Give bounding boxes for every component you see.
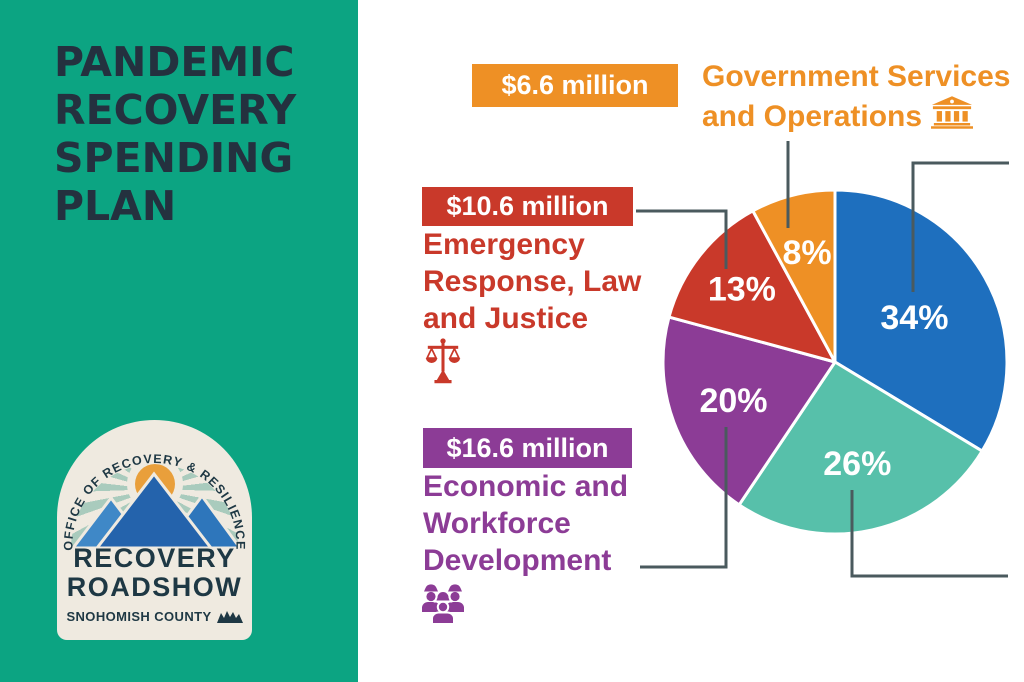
callout-government-line2: and Operations — [702, 96, 1024, 136]
people-icon — [420, 582, 466, 624]
callout-economic-line1: Economic and — [423, 470, 629, 503]
pie-label-20%: 20% — [699, 381, 768, 420]
amount-badge-economic — [423, 428, 632, 468]
callout-government-line1: Government Services — [702, 60, 1011, 93]
pie-label-26%: 26% — [823, 444, 892, 483]
page-title-line: PLAN — [54, 182, 177, 230]
callout-emergency — [423, 226, 641, 337]
amount-text: $10.6 million — [446, 191, 609, 221]
scales-icon — [424, 338, 462, 384]
badge-title-line1: RECOVERY — [73, 543, 236, 573]
callout-economic-line2: Workforce — [423, 507, 571, 540]
pie-label-34%: 34% — [880, 299, 949, 338]
amount-badge-government — [472, 64, 678, 107]
pie-label-8%: 8% — [782, 233, 832, 272]
badge-arc-text-label: OFFICE OF RECOVERY & RESILIENCE — [61, 451, 248, 551]
page-title-line: PANDEMIC — [54, 38, 295, 86]
callout-emergency-line3: and Justice — [423, 302, 589, 335]
callout-economic — [423, 468, 628, 579]
callout-emergency-line1: Emergency — [423, 228, 585, 261]
amount-text: $16.6 million — [446, 432, 609, 463]
page-title-line: RECOVERY — [54, 86, 297, 134]
amount-text: $6.6 million — [501, 70, 649, 100]
badge-subtitle-text: SNOHOMISH COUNTY — [66, 609, 212, 624]
callout-economic-line3: Development — [423, 544, 612, 577]
page-title-line: SPENDING — [54, 134, 294, 182]
badge-title-line2: ROADSHOW — [66, 572, 243, 602]
amount-badge-emergency — [422, 187, 633, 226]
callout-emergency-line2: Response, Law — [423, 265, 642, 298]
bank-icon — [931, 96, 973, 129]
pie-label-13%: 13% — [707, 270, 776, 309]
callout-government — [702, 58, 1024, 136]
